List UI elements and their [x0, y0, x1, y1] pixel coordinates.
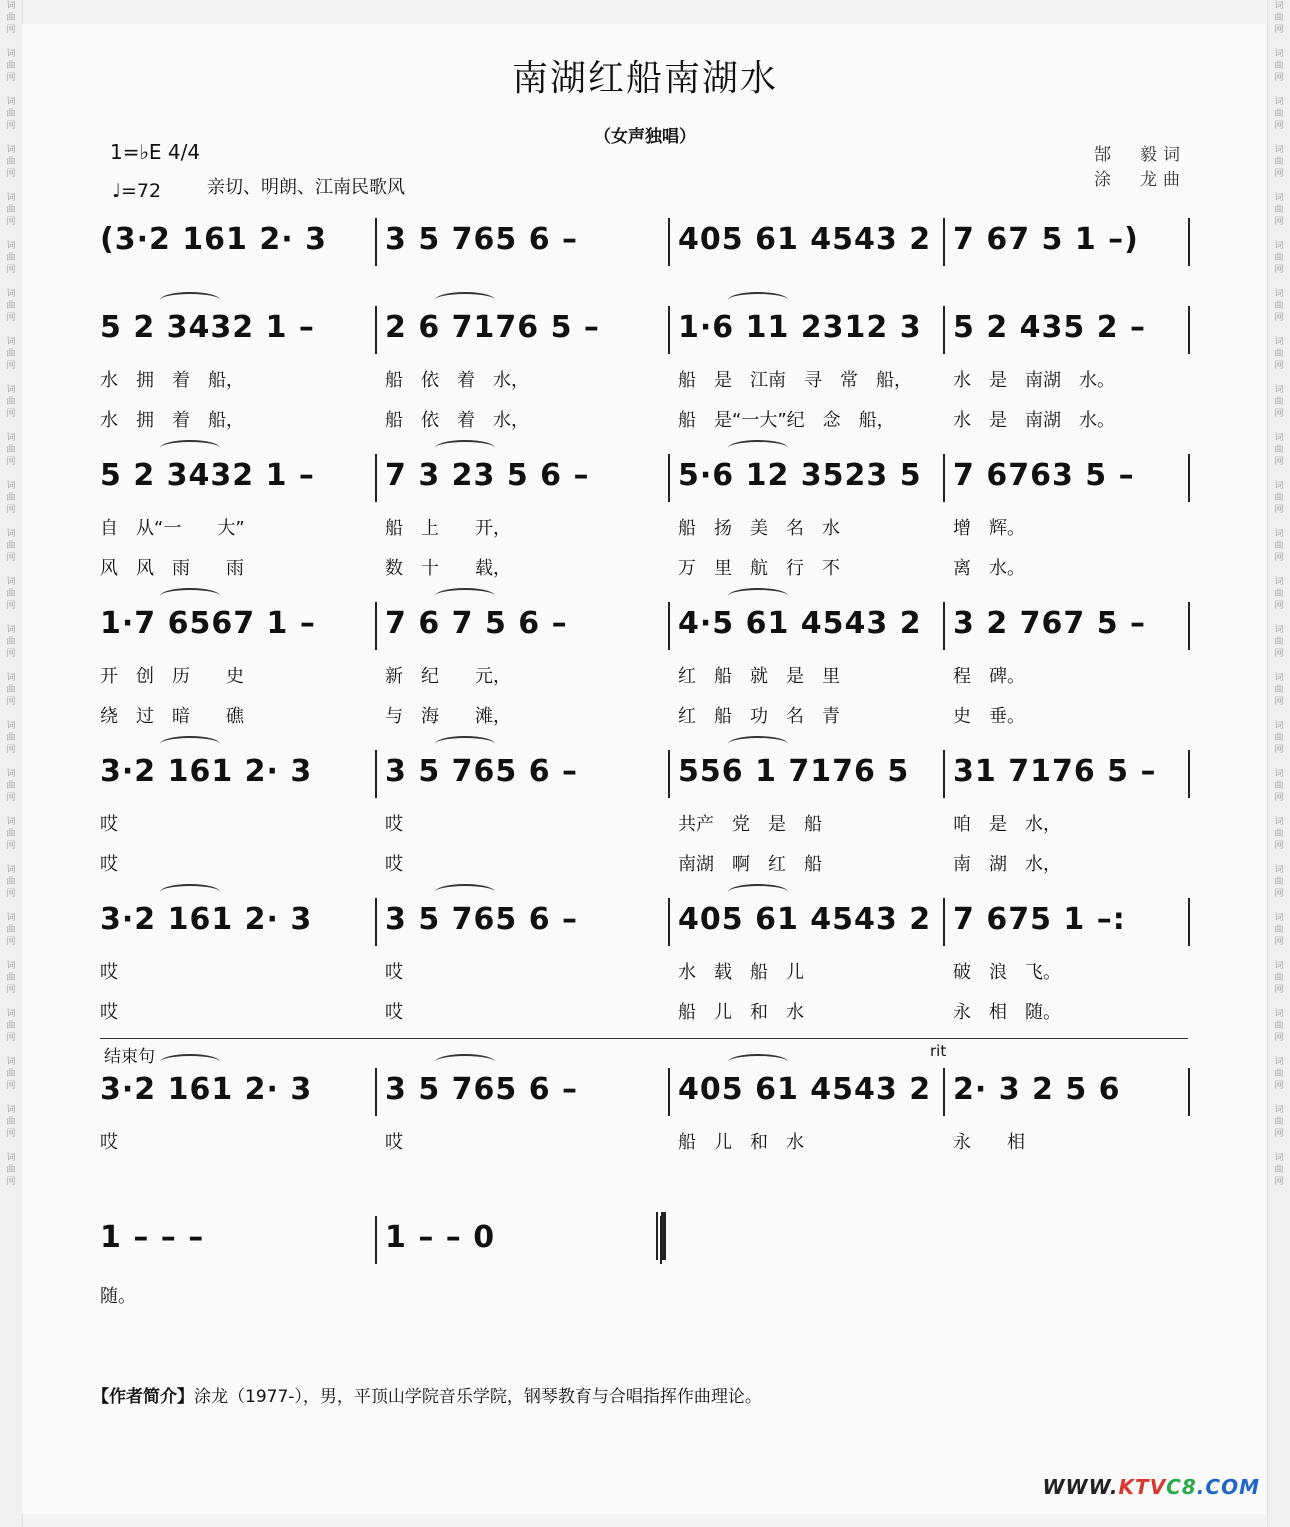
slur	[435, 440, 495, 456]
lyric-segment: 绕 过 暗 礁	[100, 706, 244, 727]
lyric-line-1	[100, 1282, 1190, 1307]
barline	[668, 454, 670, 502]
barline	[668, 750, 670, 798]
slur	[728, 1054, 788, 1070]
lyric-segment: 开 创 历 史	[100, 666, 244, 687]
barline	[943, 750, 945, 798]
lyric-line-1	[100, 366, 1190, 391]
lyric-segment: 红 船 功 名 青	[678, 706, 840, 727]
measure: 3 2 767 5 –	[953, 606, 1147, 641]
lyric-segment: 史 垂。	[953, 706, 1025, 727]
barline	[943, 1068, 945, 1116]
lyric-segment: 红 船 就 是 里	[678, 666, 840, 687]
measure: 405 61 4543 2	[678, 1072, 932, 1107]
lyric-segment: 哎	[100, 814, 118, 835]
lyric-segment: 哎	[100, 1002, 118, 1023]
lyric-segment: 离 水。	[953, 558, 1025, 579]
measure: 3·2 161 2· 3	[100, 1072, 313, 1107]
measure: 5 2 3432 1 –	[100, 458, 315, 493]
barline	[375, 750, 377, 798]
staff-system	[100, 306, 1190, 366]
lyric-line-2	[100, 554, 1190, 579]
measure: 1 – – 0	[385, 1220, 496, 1255]
lyric-segment: 水 拥 着 船，	[100, 410, 244, 431]
barline	[375, 1216, 377, 1264]
barline	[1188, 602, 1190, 650]
staff-system	[100, 1068, 1190, 1128]
slur	[728, 736, 788, 752]
lyric-line-2	[100, 998, 1190, 1023]
lyric-segment: 哎	[385, 854, 403, 875]
measure: 2· 3 2 5 6	[953, 1072, 1121, 1107]
lyric-segment: 水 是 南湖 水。	[953, 370, 1115, 391]
lyric-line-1	[100, 514, 1190, 539]
measure: 7 6 7 5 6 –	[385, 606, 568, 641]
lyric-segment: 与 海 滩，	[385, 706, 511, 727]
slur	[728, 884, 788, 900]
staff-system	[100, 602, 1190, 662]
slur	[160, 884, 220, 900]
slur	[435, 588, 495, 604]
measure: 4·5 61 4543 2	[678, 606, 922, 641]
slur	[728, 440, 788, 456]
lyric-segment: 船 依 着 水，	[385, 370, 529, 391]
lyric-segment: 自 从“一 大”	[100, 518, 245, 539]
measure: 3·2 161 2· 3	[100, 902, 313, 937]
lyric-line-1	[100, 1128, 1190, 1153]
measure: 7 675 1 –:	[953, 902, 1126, 937]
measure: 2 6 7176 5 –	[385, 310, 600, 345]
measure: 405 61 4543 2	[678, 902, 932, 937]
lyric-segment: 船 儿 和 水	[678, 1002, 804, 1023]
measure: 1·6 11 2312 3	[678, 310, 922, 345]
staff-system	[100, 218, 1190, 278]
barline	[375, 218, 377, 266]
lyric-segment: 船 儿 和 水	[678, 1132, 804, 1153]
slur	[160, 736, 220, 752]
right-margin-watermark: 词 曲 网 词 曲 网 词 曲 网 词 曲 网 词 曲 网 词 曲 网 词 曲 网 词 曲 网 词 曲 网 词 曲 网 词 曲 网 词 曲 网 词 曲 网 词 曲 网 词 曲 网 词 曲 网 词 曲 网 词 曲 网 词 曲 网 词 曲 网 词 曲 网 词 曲 网 词 曲 网 词 曲 网 词 曲 网	[1267, 0, 1290, 1527]
barline	[1188, 750, 1190, 798]
site-watermark[interactable]: WWW.KTVC8.COM	[1042, 1475, 1260, 1499]
lyric-line-2	[100, 702, 1190, 727]
tempo-marking: ♩=72	[112, 180, 162, 202]
barline	[375, 306, 377, 354]
song-title: 南湖红船南湖水	[511, 58, 778, 99]
lyric-line-2	[100, 406, 1190, 431]
barline	[1188, 218, 1190, 266]
barline	[1188, 454, 1190, 502]
barline	[1188, 1068, 1190, 1116]
barline	[1188, 306, 1190, 354]
measure: 5 2 435 2 –	[953, 310, 1147, 345]
barline	[668, 306, 670, 354]
lyric-segment: 永 相 随。	[953, 1002, 1061, 1023]
measure: 7 6763 5 –	[953, 458, 1135, 493]
staff-system	[100, 898, 1190, 958]
lyric-segment: 万 里 航 行 不	[678, 558, 840, 579]
slur	[435, 736, 495, 752]
lyric-segment: 破 浪 飞。	[953, 962, 1061, 983]
slur	[160, 440, 220, 456]
lyric-segment: 船 是“一大”纪 念 船，	[678, 410, 895, 431]
lyric-segment: 哎	[385, 1002, 403, 1023]
barline	[375, 898, 377, 946]
lyric-segment: 水 载 船 儿	[678, 962, 804, 983]
lyric-line-1	[100, 958, 1190, 983]
song-subtitle: （女声独唱）	[594, 127, 696, 147]
lyric-segment: 咱 是 水，	[953, 814, 1061, 835]
lyric-segment: 增 辉。	[953, 518, 1025, 539]
measure: 5 2 3432 1 –	[100, 310, 315, 345]
author-bio-text: 涂龙（1977-），男，平顶山学院音乐学院，钢琴教育与合唱指挥作曲理论。	[194, 1387, 762, 1407]
measure: 5·6 12 3523 5	[678, 458, 922, 493]
barline	[943, 218, 945, 266]
final-barline-thick	[661, 1212, 666, 1260]
lyric-segment: 永 相	[953, 1132, 1025, 1153]
lyric-segment: 新 纪 元，	[385, 666, 511, 687]
barline	[943, 898, 945, 946]
lyric-segment: 哎	[385, 1132, 403, 1153]
measure: 7 3 23 5 6 –	[385, 458, 590, 493]
barline	[375, 1068, 377, 1116]
lyric-segment: 随。	[100, 1286, 136, 1307]
staff-system	[100, 750, 1190, 810]
barline	[375, 602, 377, 650]
slur	[160, 1054, 220, 1070]
measure: (3·2 161 2· 3	[100, 222, 327, 257]
barline	[1188, 898, 1190, 946]
measure: 3 5 765 6 –	[385, 222, 579, 257]
measure: 7 67 5 1 –)	[953, 222, 1139, 257]
style-marking: 亲切、明朗、江南民歌风	[207, 177, 405, 198]
lyric-segment: 风 风 雨 雨	[100, 558, 244, 579]
slur	[728, 292, 788, 308]
lyric-segment: 水 拥 着 船，	[100, 370, 244, 391]
slur	[160, 292, 220, 308]
lyric-line-2	[100, 850, 1190, 875]
key-signature: 1=♭E 4/4	[110, 140, 201, 164]
barline	[668, 602, 670, 650]
measure: 1 – – –	[100, 1220, 205, 1255]
final-barline-thin	[656, 1212, 658, 1260]
left-margin-watermark: 词 曲 网 词 曲 网 词 曲 网 词 曲 网 词 曲 网 词 曲 网 词 曲 网 词 曲 网 词 曲 网 词 曲 网 词 曲 网 词 曲 网 词 曲 网 词 曲 网 词 曲 网 词 曲 网 词 曲 网 词 曲 网 词 曲 网 词 曲 网 词 曲 网 词 曲 网 词 曲 网 词 曲 网 词 曲 网	[0, 0, 23, 1527]
lyric-segment: 船 依 着 水，	[385, 410, 529, 431]
slur	[435, 884, 495, 900]
lyric-segment: 南湖 啊 红 船	[678, 854, 822, 875]
measure: 405 61 4543 2	[678, 222, 932, 257]
slur	[728, 588, 788, 604]
barline	[668, 1068, 670, 1116]
lyric-segment: 数 十 载，	[385, 558, 511, 579]
author-bio	[92, 1382, 762, 1407]
lyric-segment: 程 碑。	[953, 666, 1025, 687]
lyric-line-1	[100, 810, 1190, 835]
slur	[435, 292, 495, 308]
ending-label: 结束句	[104, 1047, 155, 1067]
measure: 3 5 765 6 –	[385, 754, 579, 789]
staff-system	[100, 1216, 1190, 1276]
slur	[435, 1054, 495, 1070]
lyricist-credit: 郜 毅词	[1094, 145, 1186, 165]
lyric-segment: 船 是 江南 寻 常 船，	[678, 370, 912, 391]
measure: 31 7176 5 –	[953, 754, 1157, 789]
author-bio-label: 【作者简介】	[92, 1387, 194, 1407]
measure: 1·7 6567 1 –	[100, 606, 316, 641]
lyric-segment: 船 扬 美 名 水	[678, 518, 840, 539]
measure: 556 1 7176 5	[678, 754, 910, 789]
barline	[668, 898, 670, 946]
measure: 3·2 161 2· 3	[100, 754, 313, 789]
lyric-segment: 哎	[100, 1132, 118, 1153]
barline	[943, 454, 945, 502]
lyric-segment: 哎	[385, 814, 403, 835]
staff-system	[100, 454, 1190, 514]
barline	[668, 218, 670, 266]
lyric-segment: 哎	[385, 962, 403, 983]
barline	[943, 602, 945, 650]
lyric-segment: 南 湖 水，	[953, 854, 1061, 875]
barline	[943, 306, 945, 354]
lyric-line-1	[100, 662, 1190, 687]
ending-divider	[100, 1038, 1188, 1039]
measure: 3 5 765 6 –	[385, 1072, 579, 1107]
lyric-segment: 船 上 开，	[385, 518, 511, 539]
lyric-segment: 水 是 南湖 水。	[953, 410, 1115, 431]
lyric-segment: 共产 党 是 船	[678, 814, 822, 835]
slur	[160, 588, 220, 604]
composer-credit: 涂 龙曲	[1094, 170, 1186, 190]
ritardando-marking: rit	[930, 1042, 947, 1060]
barline	[375, 454, 377, 502]
measure: 3 5 765 6 –	[385, 902, 579, 937]
lyric-segment: 哎	[100, 962, 118, 983]
lyric-segment: 哎	[100, 854, 118, 875]
